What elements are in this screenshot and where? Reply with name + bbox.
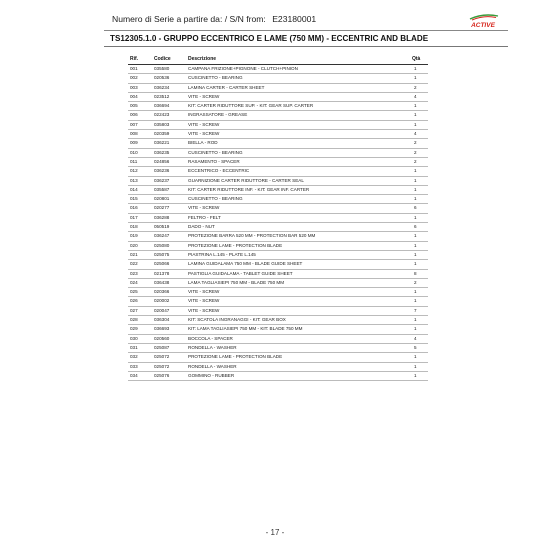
cell-qty: 6: [410, 223, 428, 232]
cell-code: 020801: [152, 195, 186, 204]
table-row: [128, 297, 428, 306]
table-row: [128, 260, 428, 269]
cell-description: GOMMINO - RUBBER: [186, 371, 410, 380]
serial-line: [112, 14, 316, 24]
cell-ref: 017: [128, 213, 152, 222]
cell-qty: 1: [410, 316, 428, 325]
cell-description: CAMPANA FRIZIONE+PIGNONE - CLUTCH+PINION: [186, 65, 410, 74]
table-row: [128, 306, 428, 315]
cell-ref: 020: [128, 241, 152, 250]
cell-ref: 022: [128, 260, 152, 269]
cell-ref: 002: [128, 74, 152, 83]
cell-description: LAMA TAGLIASIEPI 750 MM - BLADE 750 MM: [186, 278, 410, 287]
cell-code: 036237: [152, 176, 186, 185]
parts-table-header: [128, 55, 428, 65]
cell-description: RASAMENTO - SPACER: [186, 157, 410, 166]
cell-description: PROTEZIONE LAME - PROTECTION BLADE: [186, 241, 410, 250]
cell-ref: 010: [128, 148, 152, 157]
cell-qty: 8: [410, 269, 428, 278]
cell-code: 036438: [152, 278, 186, 287]
table-row: [128, 139, 428, 148]
cell-ref: 030: [128, 334, 152, 343]
table-row: [128, 185, 428, 194]
cell-ref: 024: [128, 278, 152, 287]
cell-code: 020359: [152, 130, 186, 139]
cell-code: 025075: [152, 250, 186, 259]
cell-description: VITE - SCREW: [186, 92, 410, 101]
table-row: [128, 241, 428, 250]
cell-code: 036236: [152, 167, 186, 176]
parts-table-body: [128, 65, 428, 381]
cell-ref: 012: [128, 167, 152, 176]
cell-code: 036235: [152, 148, 186, 157]
header-divider: [104, 30, 508, 31]
logo-wordmark: ACTIVE: [471, 22, 495, 29]
cell-ref: 018: [128, 223, 152, 232]
table-row: [128, 269, 428, 278]
cell-qty: 1: [410, 102, 428, 111]
cell-qty: 1: [410, 241, 428, 250]
cell-ref: 025: [128, 288, 152, 297]
cell-qty: 2: [410, 278, 428, 287]
cell-code: 035587: [152, 185, 186, 194]
table-row: [128, 195, 428, 204]
cell-ref: 011: [128, 157, 152, 166]
cell-code: 036693: [152, 325, 186, 334]
cell-description: KIT: CARTER RIDUTTORE SUP. - KIT: GEAR SUP. CARTER: [186, 102, 410, 111]
cell-qty: 1: [410, 195, 428, 204]
cell-description: VITE - SCREW: [186, 297, 410, 306]
table-row: [128, 130, 428, 139]
cell-description: VITE - SCREW: [186, 120, 410, 129]
cell-ref: 032: [128, 353, 152, 362]
table-row: [128, 316, 428, 325]
cell-qty: 1: [410, 167, 428, 176]
cell-qty: 1: [410, 250, 428, 259]
table-row: [128, 325, 428, 334]
cell-code: 020277: [152, 204, 186, 213]
table-row: [128, 232, 428, 241]
cell-qty: 7: [410, 306, 428, 315]
cell-ref: 001: [128, 65, 152, 74]
cell-description: RONDELLA - WASHER: [186, 362, 410, 371]
table-row: [128, 92, 428, 101]
cell-description: KIT: LAMA TAGLIASIEPI 750 MM - KIT: BLADE 750 MM: [186, 325, 410, 334]
cell-code: 036234: [152, 83, 186, 92]
table-row: [128, 148, 428, 157]
cell-ref: 004: [128, 92, 152, 101]
cell-qty: 1: [410, 353, 428, 362]
cell-code: 022423: [152, 111, 186, 120]
table-row: [128, 120, 428, 129]
cell-code: 036221: [152, 139, 186, 148]
cell-qty: 2: [410, 148, 428, 157]
cell-description: CUSCINETTO - BEARING: [186, 148, 410, 157]
cell-description: LAMINA GUIDALAMA 750 MM - BLADE GUIDE SHEET: [186, 260, 410, 269]
cell-ref: 014: [128, 185, 152, 194]
cell-code: 050519: [152, 223, 186, 232]
cell-qty: 1: [410, 288, 428, 297]
cell-ref: 027: [128, 306, 152, 315]
cell-description: PASTIGLIA GUIDALAMA - TABLET GUIDE SHEET: [186, 269, 410, 278]
cell-ref: 031: [128, 343, 152, 352]
cell-description: INGRASSATORE - GREASE: [186, 111, 410, 120]
cell-description: PROTEZIONE LAME - PROTECTION BLADE: [186, 353, 410, 362]
cell-code: 020047: [152, 306, 186, 315]
cell-ref: 029: [128, 325, 152, 334]
brand-logo: [460, 12, 506, 30]
cell-ref: 021: [128, 250, 152, 259]
table-row: [128, 288, 428, 297]
table-row: [128, 362, 428, 371]
cell-code: 025076: [152, 371, 186, 380]
table-row: [128, 213, 428, 222]
serial-label: Numero di Serie a partire da: / S/N from:: [112, 14, 266, 24]
cell-ref: 016: [128, 204, 152, 213]
table-row: [128, 353, 428, 362]
cell-ref: 013: [128, 176, 152, 185]
table-row: [128, 102, 428, 111]
table-row: [128, 83, 428, 92]
table-row: [128, 204, 428, 213]
cell-code: 036247: [152, 232, 186, 241]
cell-ref: 009: [128, 139, 152, 148]
cell-qty: 1: [410, 325, 428, 334]
cell-qty: 1: [410, 232, 428, 241]
cell-qty: 1: [410, 297, 428, 306]
table-row: [128, 278, 428, 287]
cell-ref: 003: [128, 83, 152, 92]
cell-description: LAMINA CARTER - CARTER SHEET: [186, 83, 410, 92]
parts-table: [128, 55, 428, 381]
cell-ref: 015: [128, 195, 152, 204]
cell-qty: 4: [410, 130, 428, 139]
cell-qty: 1: [410, 120, 428, 129]
cell-ref: 034: [128, 371, 152, 380]
cell-description: VITE - SCREW: [186, 204, 410, 213]
cell-qty: 1: [410, 176, 428, 185]
cell-code: 020366: [152, 288, 186, 297]
table-row: [128, 167, 428, 176]
cell-ref: 028: [128, 316, 152, 325]
cell-ref: 008: [128, 130, 152, 139]
cell-code: 025072: [152, 362, 186, 371]
cell-ref: 019: [128, 232, 152, 241]
cell-description: ECCENTRICO - ECCENTRIC: [186, 167, 410, 176]
cell-qty: 1: [410, 371, 428, 380]
column-header-description: Descrizione: [186, 55, 410, 65]
cell-description: CUSCINETTO - BEARING: [186, 195, 410, 204]
column-header-qty: Qtà: [410, 55, 428, 65]
table-row: [128, 250, 428, 259]
cell-ref: 033: [128, 362, 152, 371]
cell-qty: 6: [410, 204, 428, 213]
cell-qty: 1: [410, 213, 428, 222]
cell-qty: 1: [410, 111, 428, 120]
cell-code: 020002: [152, 297, 186, 306]
cell-description: PIASTRINA L.145 - PLATE L.145: [186, 250, 410, 259]
cell-ref: 007: [128, 120, 152, 129]
cell-qty: 1: [410, 185, 428, 194]
cell-description: VITE - SCREW: [186, 288, 410, 297]
cell-ref: 006: [128, 111, 152, 120]
table-row: [128, 371, 428, 380]
cell-qty: 4: [410, 92, 428, 101]
column-header-ref: Rif.: [128, 55, 152, 65]
title-divider: [104, 46, 508, 47]
cell-qty: 5: [410, 343, 428, 352]
cell-code: 036304: [152, 316, 186, 325]
cell-code: 021378: [152, 269, 186, 278]
table-row: [128, 65, 428, 74]
cell-qty: 1: [410, 74, 428, 83]
table-row: [128, 176, 428, 185]
page-number: - 17 -: [265, 528, 285, 537]
table-row: [128, 223, 428, 232]
cell-qty: 1: [410, 362, 428, 371]
cell-description: RONDELLA - WASHER: [186, 343, 410, 352]
cell-description: KIT: SCATOLA INGRANAGGI - KIT: GEAR BOX: [186, 316, 410, 325]
table-row: [128, 334, 428, 343]
cell-code: 036288: [152, 213, 186, 222]
cell-code: 023512: [152, 92, 186, 101]
page-title: TS12305.1.0 - GRUPPO ECCENTRICO E LAME (750 MM) - ECCENTRIC AND BLADE: [110, 34, 429, 43]
cell-ref: 026: [128, 297, 152, 306]
cell-ref: 023: [128, 269, 152, 278]
cell-code: 036694: [152, 102, 186, 111]
table-row: [128, 343, 428, 352]
table-row: [128, 74, 428, 83]
cell-code: 020560: [152, 334, 186, 343]
cell-code: 020536: [152, 74, 186, 83]
cell-code: 025072: [152, 353, 186, 362]
column-header-code: Codice: [152, 55, 186, 65]
cell-code: 025087: [152, 343, 186, 352]
cell-qty: 1: [410, 65, 428, 74]
cell-qty: 2: [410, 139, 428, 148]
table-row: [128, 111, 428, 120]
cell-code: 035580: [152, 65, 186, 74]
cell-description: PROTEZIONE BARRA 520 MM - PROTECTION BAR 520 MM: [186, 232, 410, 241]
cell-description: CUSCINETTO - BEARING: [186, 74, 410, 83]
cell-code: 035803: [152, 120, 186, 129]
cell-ref: 005: [128, 102, 152, 111]
cell-description: GUARNIZIONE CARTER RIDUTTORE - CARTER SEAL: [186, 176, 410, 185]
cell-qty: 2: [410, 83, 428, 92]
cell-description: BIELLA - ROD: [186, 139, 410, 148]
cell-code: 025066: [152, 260, 186, 269]
cell-description: DADO - NUT: [186, 223, 410, 232]
cell-qty: 2: [410, 157, 428, 166]
cell-description: KIT: CARTER RIDUTTORE INF. - KIT: GEAR INF. CARTER: [186, 185, 410, 194]
cell-description: BOCCOLA - SPACER: [186, 334, 410, 343]
cell-qty: 1: [410, 260, 428, 269]
table-row: [128, 157, 428, 166]
cell-description: VITE - SCREW: [186, 306, 410, 315]
cell-qty: 4: [410, 334, 428, 343]
cell-description: VITE - SCREW: [186, 130, 410, 139]
cell-code: 025080: [152, 241, 186, 250]
cell-description: FELTRO - FELT: [186, 213, 410, 222]
serial-number: E23180001: [272, 14, 317, 24]
cell-code: 024856: [152, 157, 186, 166]
